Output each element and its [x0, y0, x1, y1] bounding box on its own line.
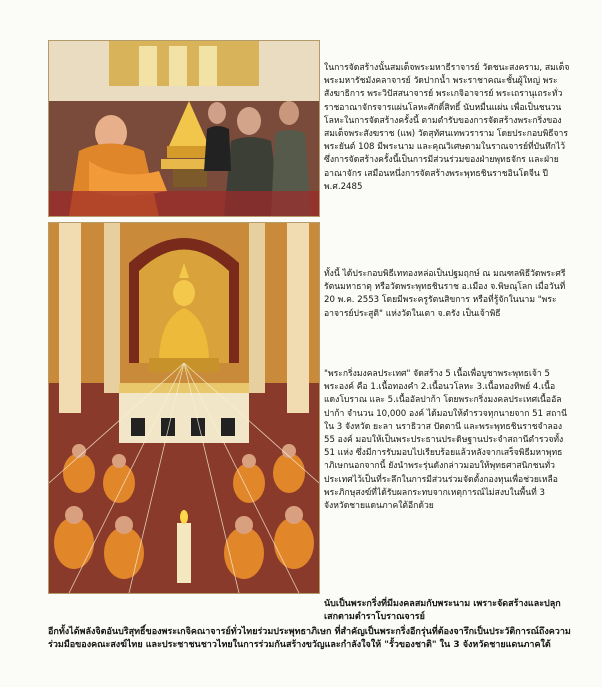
paragraph-text: อีกทั้งได้พลังจิตอันบริสุทธิ์ของพระเกจิคณาจารย์ทั่วไทยร่วมประพุทธาภิเษก ที่สำคัญเป็นพระกริ่งอีกรุ่นที่ต้องจารึกเป็นประวัติการณ์ถึงความร่วมมือของคณะสงฆ์ไทย และประชาชนชาวไทยในการร่วมกันสร้างขวัญและกำลังใจให้ "รั้วของชาติ" ใน 3 จังหวัดชายแดนภาคใต้ [48, 627, 571, 651]
paragraph-casting-ceremony [324, 268, 570, 321]
paragraph-conclusion [48, 626, 576, 653]
paragraph-text: ในการจัดสร้างนั้นสมเด็จพระมหาธีราจารย์ วัดชนะสงคราม, สมเด็จพระมหารัชมังคลาจารย์ วัดปากน้ำ พระราชาคณะชั้นผู้ใหญ่ พระสังฆาธิการ พระวิปัสสนาจารย์ พระเกจิอาจารย์ พระเถรานุเถระทั่วราชอาณาจักรจารแผ่นโลหะศักดิ์สิทธิ์ นับหมื่นแผ่น เพื่อเป็นชนวนโลหะในการจัดสร้างครั้งนี้ ตามตำรับของการจัดสร้างพระกริ่งของสมเด็จพระสังฆราช (แพ) วัดสุทัศนเทพวราราม โดยประกอบพิธีจารพระยันต์ 108 มีพระนาม และคุณวิเศษตามในราณจารย์ที่บันทึกไว้ ซึ่งการจัดสร้างครั้งนี้เป็นการมีส่วนร่วมของฝ่ายพุทธจักร และฝ่ายอาณาจักร เสมือนหนึ่งการจัดสร้างพระพุทธชินราชอินโดจีน ปี พ.ศ.2485 [324, 63, 570, 192]
paragraph-text: นับเป็นพระกริ่งที่มีมงคลสมกับพระนาม เพราะจัดสร้างและปลุกเสกตามตำราโบราณจารย์ [324, 599, 561, 623]
ceremony-photo [48, 40, 320, 217]
paragraph-ceremony-intro [324, 62, 570, 194]
paragraph-amulet-details [324, 368, 570, 513]
temple-hall-photo [48, 222, 320, 594]
paragraph-conclusion-start [324, 598, 570, 624]
paragraph-text: ทั้งนี้ ได้ประกอบพิธีเททองหล่อเป็นปฐมฤกษ์ ณ มณฑลพิธีวัดพระศรีรัตนมหาธาตุ หรือวัดพระพุทธชินราช อ.เมือง จ.พิษณุโลก เมื่อวันที่ 20 พ.ค. 2553 โดยมีพระครูรัตนสิขการ หรือที่รู้จักในนาม "พระอาจารย์ประสูติ" แห่งวัดในเตา จ.ตรัง เป็นเจ้าพิธี [324, 269, 566, 319]
paragraph-text: "พระกริ่งมงคลประเทศ" จัดสร้าง 5 เนื้อเพื่อบูชาพระพุทธเจ้า 5 พระองค์ คือ 1.เนื้อทองคำ 2.เนื้อนวโลหะ 3.เนื้อทองทิพย์ 4.เนื้อแดงโบราณ และ 5.เนื้ออัลปาก้า โดยพระกริ่งมงคลประเทศเนื้ออัลปาก้า จำนวน 10,000 องค์ ได้มอบให้ตำรวจทุกนายจาก 51 สถานี ใน 3 จังหวัด ยะลา นราธิวาส ปัตตานี และพระพุทธชินราชจำลอง 55 องค์ มอบให้เป็นพระประธานประดิษฐานประจำสถานีตำรวจทั้ง 51 แห่ง ซึ่งมีการรับมอบไปเรียบร้อยแล้วหลังจากเสร็จพิธีมหาพุทธาภิเษกนอกจากนี้ ยังนำพระรุ่นดังกล่าวมอบให้พุทธศาสนิกชนทั่วประเทศไว้เป็นที่ระลึกในการมีส่วนร่วมจัดตั้งกองทุนเพื่อช่วยเหลือพระภิกษุสงฆ์ที่ได้รับผลกระทบจากเหตุการณ์ไม่สงบในพื้นที่ 3 จังหวัดชายแดนภาคใต้อีกด้วย [324, 369, 567, 512]
